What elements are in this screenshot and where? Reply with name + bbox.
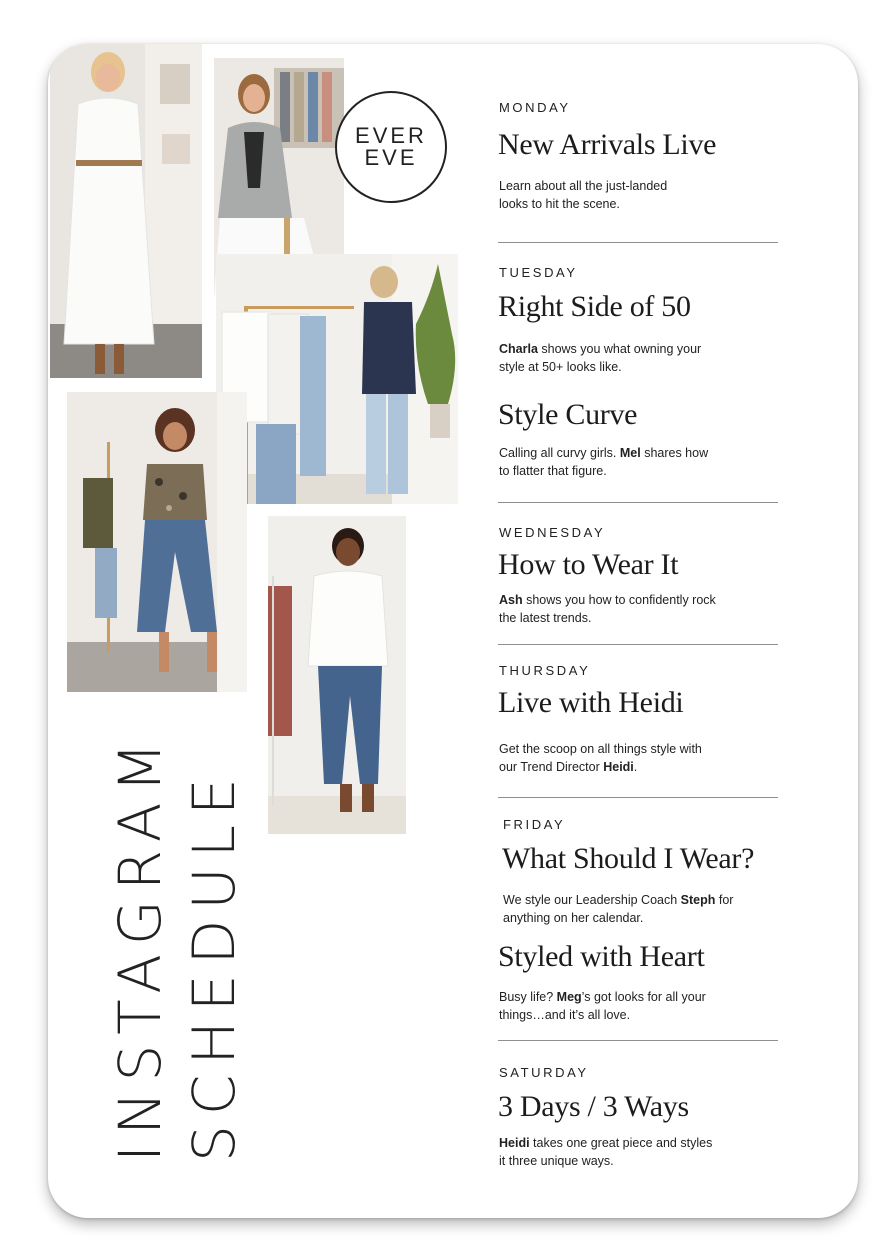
show-desc: Charla shows you what owning your style at 50+ looks like. <box>499 342 702 374</box>
day-tuesday: TUESDAY <box>499 265 578 280</box>
day-friday: FRIDAY <box>503 817 566 832</box>
day-wednesday: WEDNESDAY <box>499 525 606 540</box>
divider <box>498 502 778 503</box>
show-title: How to Wear It <box>498 548 679 581</box>
show-desc: Ash shows you how to confidently rock the latest trends. <box>499 593 716 625</box>
show-desc: Busy life? Meg’s got looks for all your things…and it’s all love. <box>499 990 706 1022</box>
show-title: Live with Heidi <box>498 686 684 719</box>
show-desc: Get the scoop on all things style with our Trend Director Heidi. <box>499 742 702 774</box>
ever-eve-logo <box>335 91 447 203</box>
logo-line1: EVER <box>355 123 427 148</box>
show-title: 3 Days / 3 Ways <box>498 1090 689 1123</box>
title-line1: INSTAGRAM <box>106 732 174 1162</box>
day-thursday: THURSDAY <box>499 663 591 678</box>
instagram-schedule-title <box>103 732 251 1162</box>
logo-line2: EVE <box>364 145 418 170</box>
divider <box>498 797 778 798</box>
schedule-card <box>48 44 858 1218</box>
show-title: What Should I Wear? <box>502 842 755 875</box>
divider <box>498 644 778 645</box>
photo-floral-top <box>67 392 247 692</box>
photo-clothing-rack <box>216 254 458 504</box>
divider <box>498 242 778 243</box>
show-desc: Learn about all the just-landed looks to hit the scene. <box>499 179 668 211</box>
divider <box>498 1040 778 1041</box>
show-title: Styled with Heart <box>498 940 705 973</box>
photo-white-dress <box>50 44 202 378</box>
day-saturday: SATURDAY <box>499 1065 589 1080</box>
photo-white-blouse <box>268 516 406 834</box>
title-line2: SCHEDULE <box>180 768 248 1162</box>
show-desc: Calling all curvy girls. Mel shares how to flatter that figure. <box>499 446 709 478</box>
show-desc: We style our Leadership Coach Steph for anything on her calendar. <box>503 893 734 925</box>
show-title: Style Curve <box>498 398 638 431</box>
show-title: Right Side of 50 <box>498 290 691 323</box>
show-desc: Heidi takes one great piece and styles it three unique ways. <box>499 1136 713 1168</box>
day-monday: MONDAY <box>499 100 571 115</box>
show-title: New Arrivals Live <box>498 128 717 161</box>
